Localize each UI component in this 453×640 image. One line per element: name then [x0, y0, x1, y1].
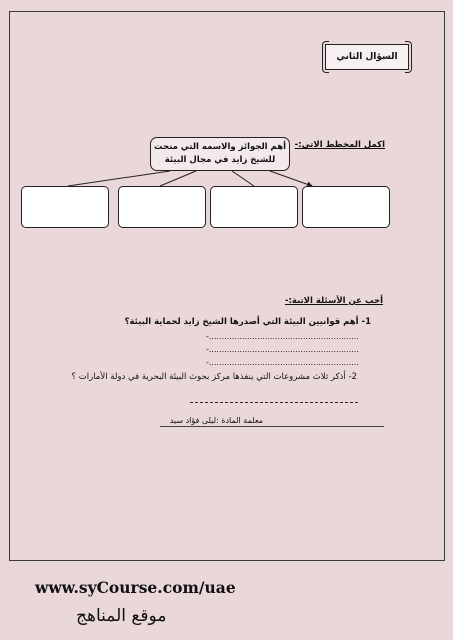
- page-border: [9, 11, 445, 561]
- question-1: 1- أهم قوانيين البيئة التي أصدرها الشيخ زايد لحماية البيئة؟: [124, 317, 371, 327]
- question-title: السؤال الثاني: [336, 52, 398, 62]
- question-title-banner: [325, 44, 409, 70]
- answer-box-4[interactable]: [302, 186, 390, 228]
- center-text-line1: أهم الجوائز والاسمه التي منحت: [153, 142, 287, 152]
- answer-box-3[interactable]: [210, 186, 298, 228]
- website-url[interactable]: www.syCourse.com/uae: [35, 578, 236, 597]
- question-2: 2- أذكر ثلاث مشروعات التي ينفذها مركز بحوث البيئة البحرية في دولة الأمارات ؟: [71, 372, 357, 382]
- answer-line-1[interactable]: -...........................................................: [206, 332, 359, 341]
- answer-line-q2[interactable]: [190, 402, 358, 403]
- answer-line-2[interactable]: -...........................................................: [206, 345, 359, 354]
- center-text-line2: للشيخ زايد في مجال البيئة: [164, 155, 276, 165]
- answer-line-3[interactable]: -...........................................................: [206, 358, 359, 367]
- teacher-name: معلمة المادة :ليلى فؤاد سيد: [169, 416, 263, 425]
- diagram-center-box: [150, 137, 290, 171]
- answer-box-2[interactable]: [118, 186, 206, 228]
- website-name: موقع المناهج: [76, 606, 167, 626]
- questions-instruction: أجب عن الأسئلة الاتية:-: [284, 296, 383, 306]
- answer-box-1[interactable]: [21, 186, 109, 228]
- diagram-instruction: اكمل المخطط الاتى:-: [294, 140, 385, 150]
- signature-line: [160, 426, 384, 427]
